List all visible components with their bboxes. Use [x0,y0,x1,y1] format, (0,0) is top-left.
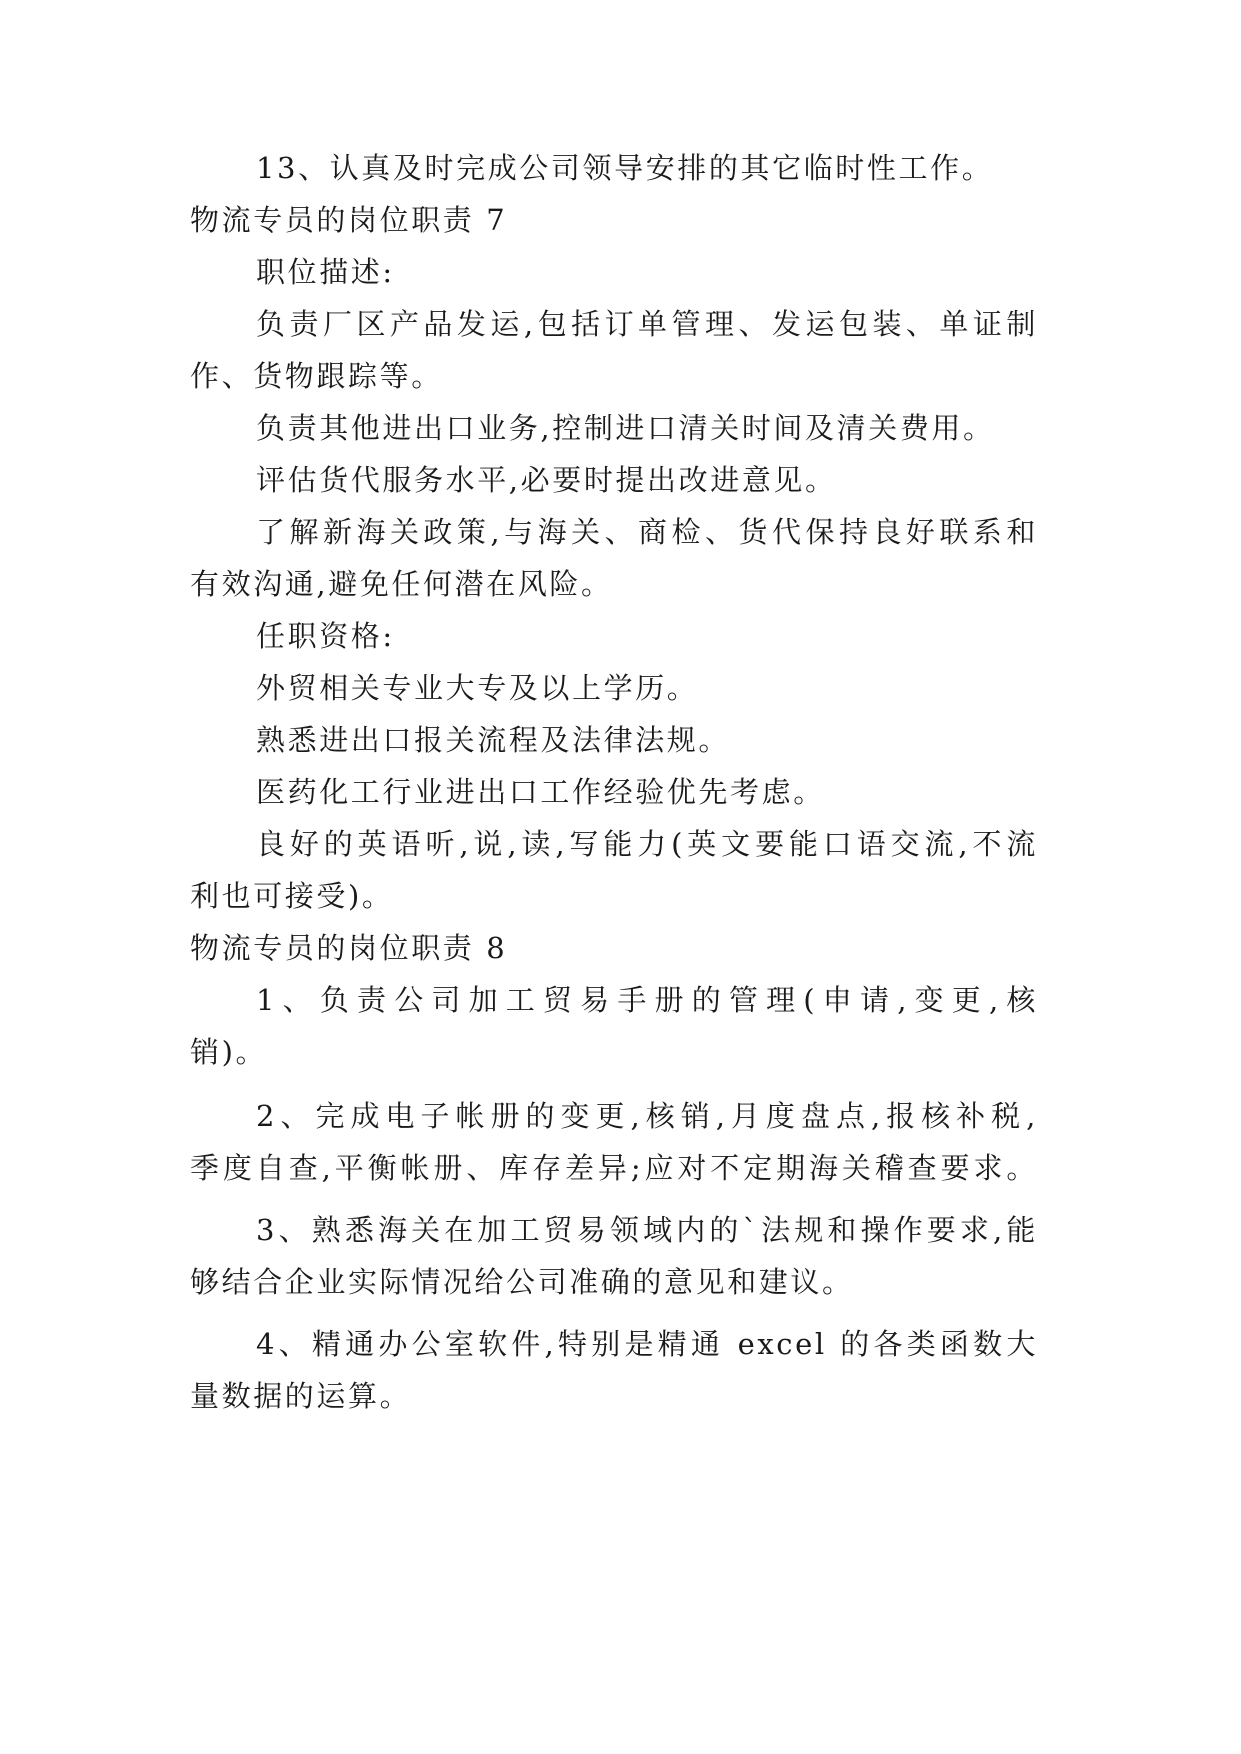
paragraph-line: 3、熟悉海关在加工贸易领域内的`法规和操作要求,能 [256,1213,1038,1247]
paragraph-line: 13、认真及时完成公司领导安排的其它临时性工作。 [256,151,994,185]
paragraph-line: 熟悉进出口报关流程及法律法规。 [256,723,731,757]
paragraph-line: 负责其他进出口业务,控制进口清关时间及清关费用。 [256,411,995,445]
paragraph-line: 2、完成电子帐册的变更,核销,月度盘点,报核补税, [256,1099,1038,1133]
paragraph-line: 负责厂区产品发运,包括订单管理、发运包装、单证制 [256,307,1038,341]
section-heading: 物流专员的岗位职责 8 [190,931,508,965]
paragraph-line: 量数据的运算。 [190,1379,412,1413]
paragraph-line: 销)。 [190,1035,268,1069]
paragraph-line: 季度自查,平衡帐册、库存差异;应对不定期海关稽查要求。 [190,1151,1038,1185]
section-heading: 物流专员的岗位职责 7 [190,203,508,237]
paragraph-line: 够结合企业实际情况给公司准确的意见和建议。 [190,1265,854,1299]
paragraph-line: 作、货物跟踪等。 [190,359,443,393]
paragraph-line: 医药化工行业进出口工作经验优先考虑。 [256,775,825,809]
paragraph-line: 利也可接受)。 [190,879,394,913]
paragraph-line: 1、负责公司加工贸易手册的管理(申请,变更,核 [256,983,1038,1017]
paragraph-line: 4、精通办公室软件,特别是精通 excel 的各类函数大 [256,1327,1038,1361]
paragraph-line: 了解新海关政策,与海关、商检、货代保持良好联系和 [256,515,1038,549]
paragraph-line: 外贸相关专业大专及以上学历。 [256,671,699,705]
paragraph-line: 评估货代服务水平,必要时提出改进意见。 [256,463,837,497]
paragraph-line: 良好的英语听,说,读,写能力(英文要能口语交流,不流 [256,827,1038,861]
subheading: 职位描述: [256,255,395,289]
paragraph-line: 有效沟通,避免任何潜在风险。 [190,567,613,601]
subheading: 任职资格: [256,619,395,653]
